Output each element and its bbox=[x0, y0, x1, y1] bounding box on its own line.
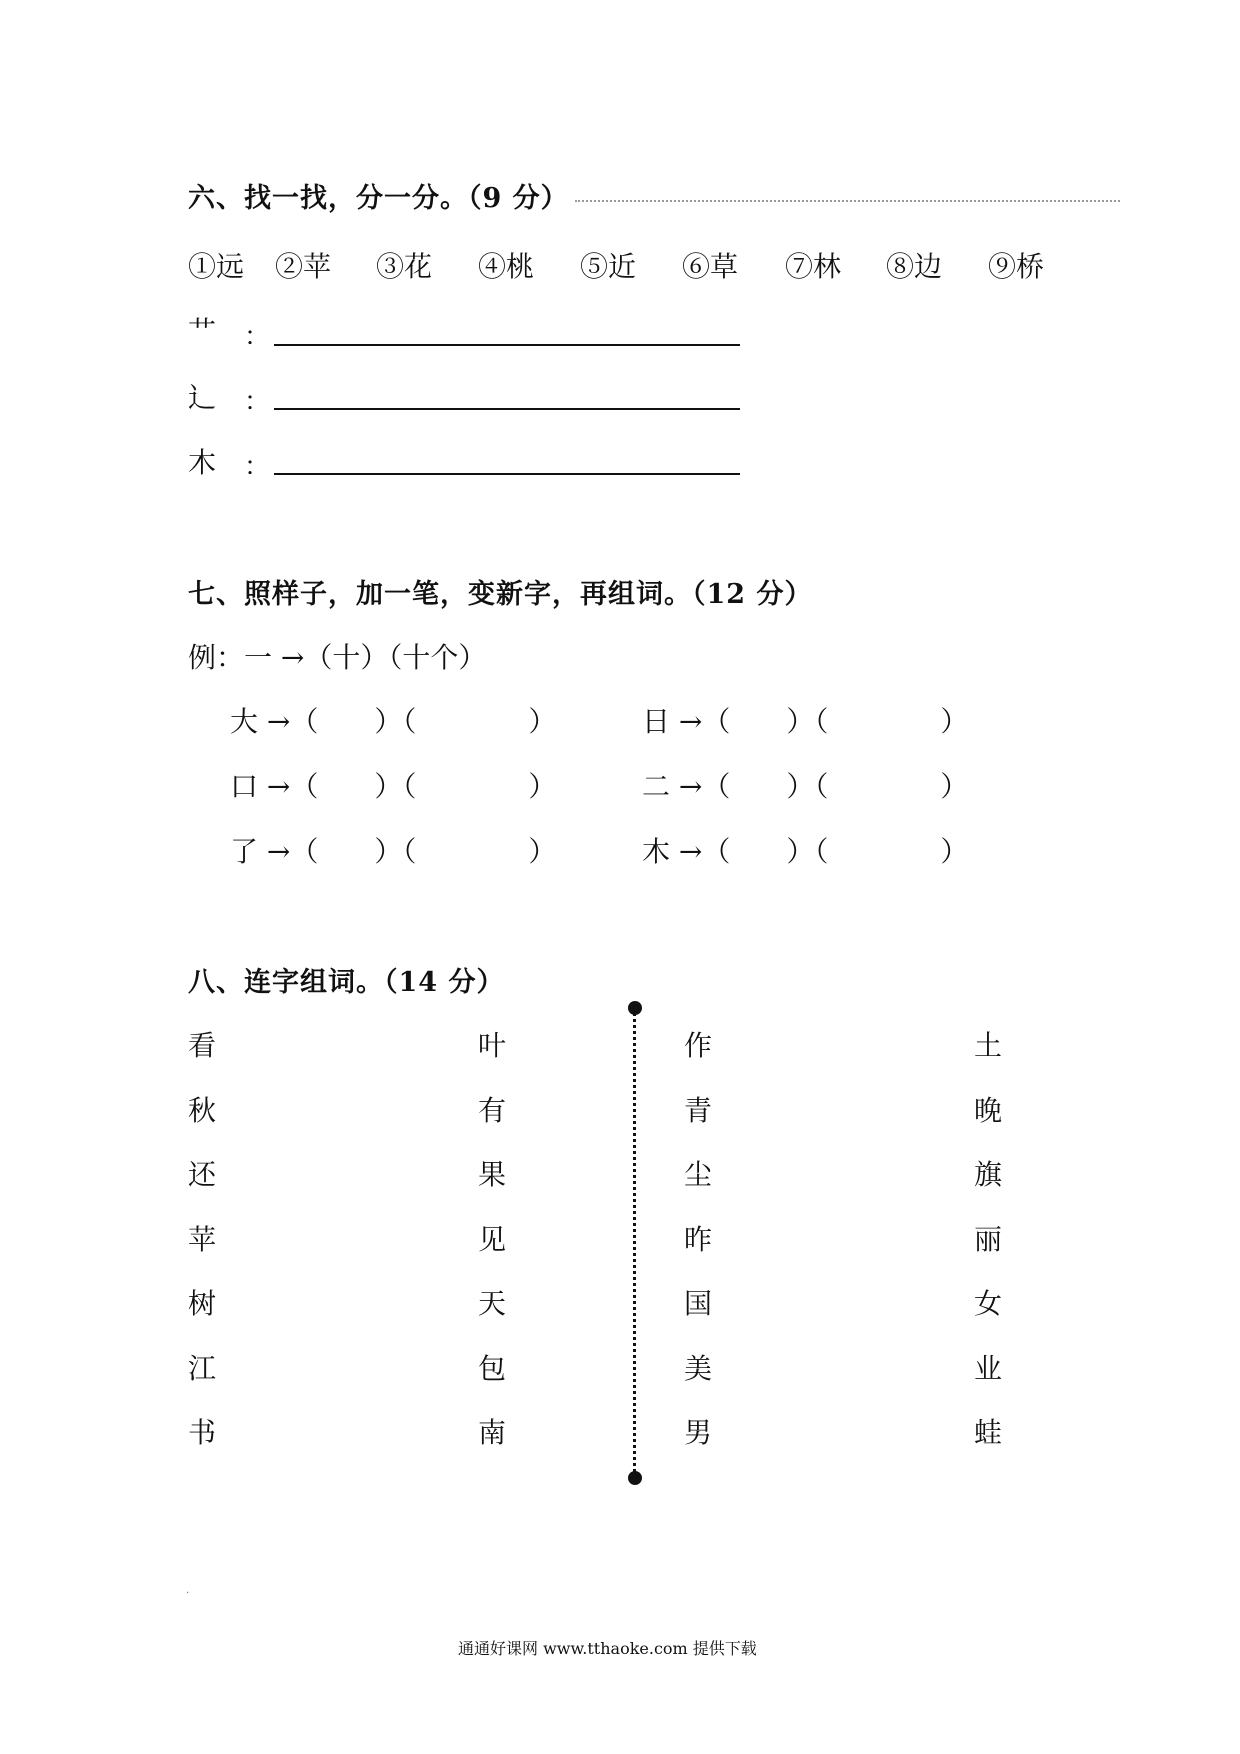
word-char[interactable]: 丽 bbox=[974, 1223, 1003, 1256]
word-char[interactable]: 有 bbox=[478, 1094, 507, 1127]
word-char[interactable]: 江 bbox=[188, 1352, 217, 1385]
question-item: 二 →（ ）（ ） bbox=[642, 770, 969, 803]
option-5: ⑤近 bbox=[580, 250, 637, 283]
word-char[interactable]: 天 bbox=[478, 1287, 507, 1320]
question-item: 木 →（ ）（ ） bbox=[642, 835, 969, 868]
word-char[interactable]: 美 bbox=[684, 1352, 713, 1385]
row-colon: ： bbox=[244, 452, 271, 482]
word-char[interactable]: 还 bbox=[188, 1158, 217, 1191]
option-6: ⑥草 bbox=[682, 250, 739, 283]
word-char[interactable]: 苹 bbox=[188, 1223, 217, 1256]
question-item: 大 →（ ）（ ） bbox=[230, 705, 557, 738]
option-4: ④桃 bbox=[478, 250, 535, 283]
corner-mark: . bbox=[186, 1585, 190, 1596]
section-6-title: 六、找一找，分一分。（9 分） bbox=[188, 183, 569, 214]
word-char[interactable]: 昨 bbox=[684, 1223, 713, 1256]
radical-chuo: 辶 bbox=[188, 381, 217, 414]
radical-cao: 艹 bbox=[188, 315, 217, 348]
word-char[interactable]: 男 bbox=[684, 1416, 713, 1449]
option-3: ③花 bbox=[376, 250, 433, 283]
dotted-leader bbox=[575, 200, 1120, 202]
word-char[interactable]: 尘 bbox=[684, 1158, 713, 1191]
radical-mu: 木 bbox=[188, 446, 217, 479]
question-item: 了 →（ ）（ ） bbox=[230, 835, 557, 868]
answer-line-mu[interactable] bbox=[274, 473, 740, 475]
word-char[interactable]: 青 bbox=[684, 1094, 713, 1127]
footer-text: 通通好课网 www.tthaoke.com 提供下载 bbox=[458, 1639, 757, 1658]
word-char[interactable]: 晚 bbox=[974, 1094, 1003, 1127]
row-colon: ： bbox=[244, 322, 271, 352]
word-char[interactable]: 业 bbox=[974, 1352, 1003, 1385]
word-char[interactable]: 土 bbox=[974, 1029, 1003, 1062]
divider-bottom-dot bbox=[628, 1471, 642, 1485]
option-2: ②苹 bbox=[275, 250, 332, 283]
question-item: 口 →（ ）（ ） bbox=[230, 770, 557, 803]
word-char[interactable]: 果 bbox=[478, 1158, 507, 1191]
option-9: ⑨桥 bbox=[988, 250, 1045, 283]
word-char[interactable]: 包 bbox=[478, 1352, 507, 1385]
word-char[interactable]: 看 bbox=[188, 1029, 217, 1062]
option-7: ⑦林 bbox=[785, 250, 842, 283]
answer-line-chuo[interactable] bbox=[274, 408, 740, 410]
section-8-title: 八、连字组词。（14 分） bbox=[188, 967, 505, 998]
divider-top-dot bbox=[628, 1001, 642, 1015]
word-char[interactable]: 树 bbox=[188, 1287, 217, 1320]
question-item: 日 →（ ）（ ） bbox=[642, 705, 969, 738]
option-1: ①远 bbox=[188, 250, 245, 283]
answer-line-cao[interactable] bbox=[274, 344, 740, 346]
word-char[interactable]: 南 bbox=[478, 1416, 507, 1449]
word-char[interactable]: 女 bbox=[974, 1287, 1003, 1320]
option-8: ⑧边 bbox=[886, 250, 943, 283]
word-char[interactable]: 旗 bbox=[974, 1158, 1003, 1191]
word-char[interactable]: 作 bbox=[684, 1029, 713, 1062]
row-colon: ： bbox=[244, 387, 271, 417]
word-char[interactable]: 叶 bbox=[478, 1029, 507, 1062]
divider-line bbox=[633, 1008, 636, 1478]
word-char[interactable]: 见 bbox=[478, 1223, 507, 1256]
word-char[interactable]: 秋 bbox=[188, 1094, 217, 1127]
example-line: 例：一 →（十）（十个） bbox=[188, 641, 487, 674]
word-char[interactable]: 书 bbox=[188, 1416, 217, 1449]
word-char[interactable]: 蛙 bbox=[974, 1416, 1003, 1449]
word-char[interactable]: 国 bbox=[684, 1287, 713, 1320]
section-7-title: 七、照样子，加一笔，变新字，再组词。（12 分） bbox=[188, 579, 813, 610]
